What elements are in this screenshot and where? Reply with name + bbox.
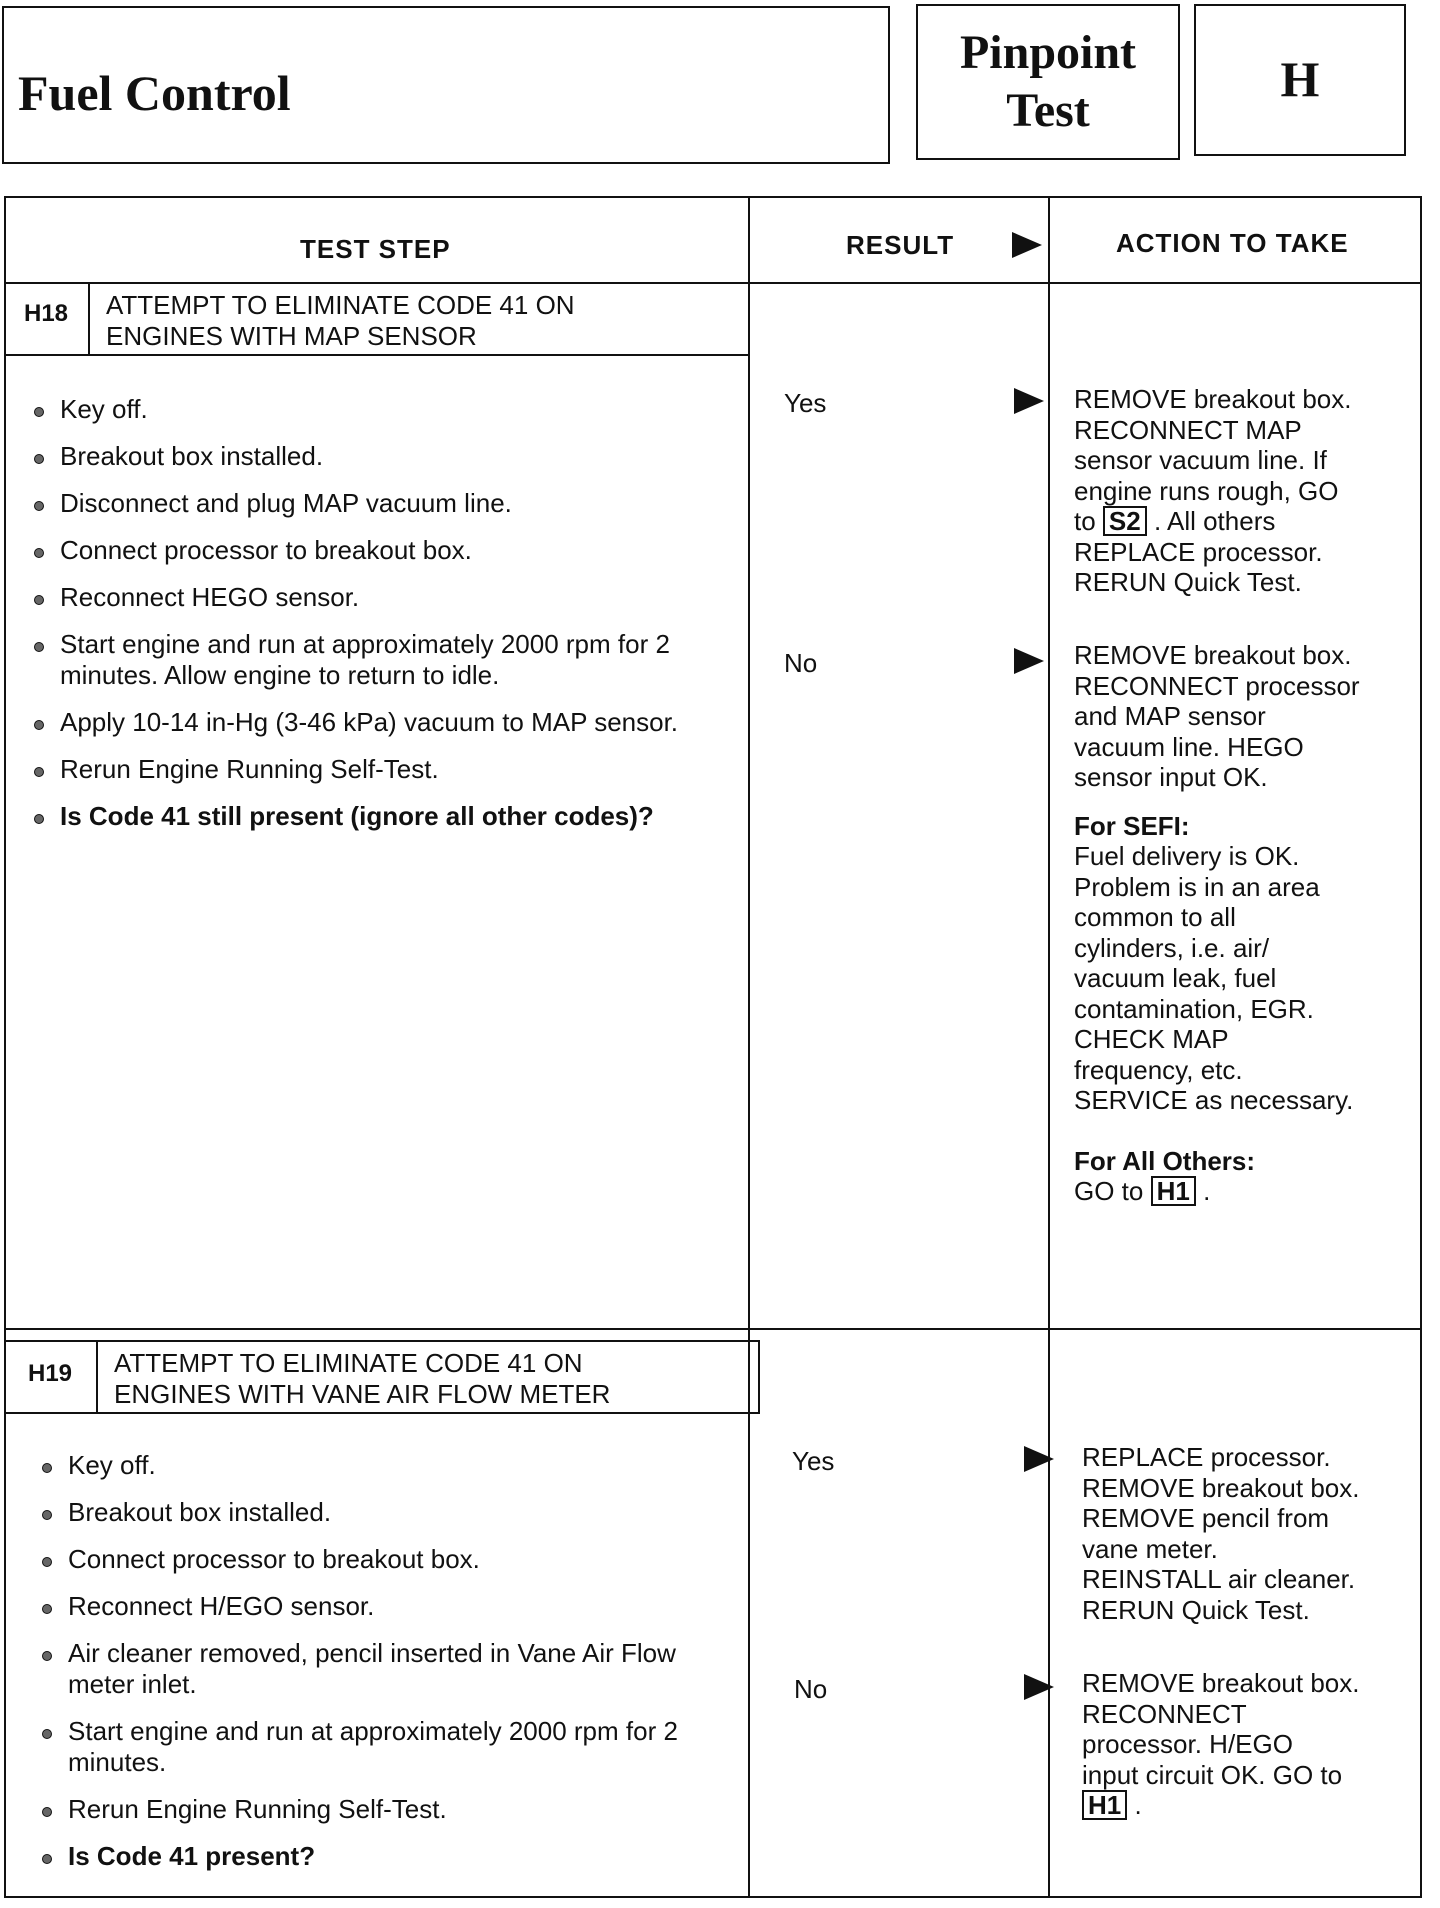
- pinpoint-test-box: [916, 4, 1180, 160]
- list-item: Breakout box installed.: [28, 441, 728, 472]
- action-line: vacuum leak, fuel: [1074, 963, 1277, 993]
- result-arrow-icon: [1014, 648, 1044, 674]
- action-line: frequency, etc.: [1074, 1054, 1243, 1085]
- step-divider: [6, 1328, 1420, 1330]
- action-line: common to all: [1074, 902, 1236, 932]
- action-text: . All others: [1153, 506, 1276, 536]
- list-item: Breakout box installed.: [36, 1497, 736, 1528]
- list-item: Air cleaner removed, pencil inserted in Vane Air Flow meter inlet.: [36, 1638, 728, 1700]
- action-line: Fuel delivery is OK.: [1074, 841, 1300, 871]
- action-text: to: [1074, 506, 1096, 536]
- action-line: [1082, 1790, 1359, 1821]
- step-h18-yes-action: [1074, 384, 1351, 598]
- column-divider-action: [1048, 198, 1050, 1896]
- step-h18-result-yes: Yes: [784, 388, 827, 418]
- action-line: SERVICE as necessary.: [1074, 1085, 1354, 1115]
- action-line: Problem is in an area: [1074, 871, 1320, 902]
- test-letter-box: [1194, 4, 1406, 156]
- test-letter: H: [1280, 51, 1320, 107]
- list-item: Start engine and run at approximately 2000 rpm for 2 minutes.: [36, 1716, 728, 1778]
- list-item: Connect processor to breakout box.: [36, 1544, 736, 1575]
- all-others-heading: For All Others:: [1074, 1145, 1256, 1176]
- action-line: REMOVE breakout box.: [1074, 384, 1352, 414]
- action-line: REMOVE breakout box.: [1082, 1668, 1360, 1698]
- step-h19-id: H19: [28, 1360, 73, 1387]
- action-line: engine runs rough, GO: [1074, 475, 1339, 506]
- action-line: [1074, 506, 1351, 537]
- sefi-heading: For SEFI:: [1074, 810, 1190, 841]
- list-item: Rerun Engine Running Self-Test.: [28, 754, 728, 785]
- list-item: Start engine and run at approximately 2000 rpm for 2 minutes. Allow engine to return to idle.: [28, 629, 720, 691]
- list-item: Is Code 41 present?: [36, 1841, 736, 1872]
- action-text: GO to: [1074, 1176, 1144, 1206]
- result-arrow-icon: [1014, 388, 1044, 414]
- action-line: REPLACE processor.: [1082, 1442, 1331, 1472]
- action-line: vane meter.: [1082, 1533, 1218, 1564]
- action-line: cylinders, i.e. air/: [1074, 932, 1270, 963]
- pinpoint-line2: Test: [1006, 84, 1090, 137]
- step-reference-s2: S2: [1103, 506, 1147, 536]
- step-h18-title-line1: ATTEMPT TO ELIMINATE CODE 41 ON: [106, 290, 575, 320]
- step-reference-h1: H1: [1151, 1176, 1196, 1206]
- action-line: sensor input OK.: [1074, 762, 1268, 792]
- step-reference-h1: H1: [1082, 1790, 1127, 1820]
- step-h18-id: H18: [24, 300, 69, 327]
- column-header-test-step: TEST STEP: [300, 234, 451, 264]
- list-item: Is Code 41 still present (ignore all other codes)?: [28, 801, 660, 832]
- step-h18-title: [106, 290, 575, 352]
- action-line: RERUN Quick Test.: [1082, 1594, 1310, 1625]
- title-box: [2, 6, 890, 164]
- list-item: Key off.: [36, 1450, 736, 1481]
- step-h19-no-action: [1082, 1668, 1359, 1821]
- action-line: sensor vacuum line. If: [1074, 445, 1327, 475]
- step-h19-title-line2: ENGINES WITH VANE AIR FLOW METER: [114, 1379, 611, 1409]
- result-arrow-icon: [1024, 1674, 1054, 1700]
- action-line: processor. H/EGO: [1082, 1729, 1293, 1759]
- step-h19-result-yes: Yes: [792, 1446, 835, 1476]
- step-h19-yes-action: [1082, 1442, 1359, 1625]
- step-h18-id-divider: [88, 282, 90, 356]
- pinpoint-test-label: [918, 24, 1178, 140]
- step-h19-instructions: [36, 1450, 736, 1872]
- step-h18-no-action: [1074, 640, 1360, 1207]
- action-line: input circuit OK. GO to: [1082, 1759, 1343, 1790]
- list-item: Connect processor to breakout box.: [28, 535, 728, 566]
- step-h18-instructions: [28, 394, 728, 832]
- step-h18-result-no: No: [784, 648, 818, 678]
- action-text: .: [1203, 1176, 1211, 1206]
- pinpoint-test-table: [4, 196, 1422, 1898]
- action-line: REMOVE pencil from: [1082, 1503, 1330, 1533]
- step-h19-title: [114, 1348, 610, 1410]
- step-h18-title-line2: ENGINES WITH MAP SENSOR: [106, 321, 477, 351]
- step-h19-title-line1: ATTEMPT TO ELIMINATE CODE 41 ON: [114, 1348, 583, 1378]
- page-title: Fuel Control: [18, 65, 291, 121]
- action-line: RECONNECT: [1082, 1698, 1247, 1729]
- action-line: vacuum line. HEGO: [1074, 731, 1304, 762]
- list-item: Rerun Engine Running Self-Test.: [36, 1794, 736, 1825]
- column-header-action: ACTION TO TAKE: [1116, 228, 1349, 258]
- action-text: .: [1134, 1790, 1142, 1820]
- list-item: Apply 10-14 in-Hg (3-46 kPa) vacuum to MAP sensor.: [28, 707, 700, 738]
- column-header-result: RESULT: [846, 230, 955, 260]
- list-item: Reconnect H/EGO sensor.: [36, 1591, 736, 1622]
- action-line: and MAP sensor: [1074, 701, 1266, 731]
- list-item: Disconnect and plug MAP vacuum line.: [28, 488, 728, 519]
- result-arrow-icon: [1024, 1446, 1054, 1472]
- action-line: contamination, EGR.: [1074, 993, 1314, 1024]
- step-h19-result-no: No: [794, 1674, 828, 1704]
- list-item: Reconnect HEGO sensor.: [28, 582, 728, 613]
- action-line: REMOVE breakout box.: [1074, 640, 1352, 670]
- step-h19-id-divider: [96, 1340, 98, 1414]
- action-line: REPLACE processor.: [1074, 536, 1323, 567]
- action-line: RECONNECT MAP: [1074, 414, 1302, 445]
- column-divider-result: [748, 198, 750, 1896]
- action-line: CHECK MAP: [1074, 1024, 1229, 1054]
- action-line: REINSTALL air cleaner.: [1082, 1564, 1356, 1594]
- list-item: Key off.: [28, 394, 728, 425]
- action-line: RERUN Quick Test.: [1074, 567, 1302, 597]
- action-line: RECONNECT processor: [1074, 670, 1360, 701]
- action-line: REMOVE breakout box.: [1082, 1472, 1360, 1503]
- pinpoint-line1: Pinpoint: [959, 26, 1137, 79]
- action-line: [1074, 1176, 1360, 1207]
- result-arrow-icon: [1012, 232, 1042, 258]
